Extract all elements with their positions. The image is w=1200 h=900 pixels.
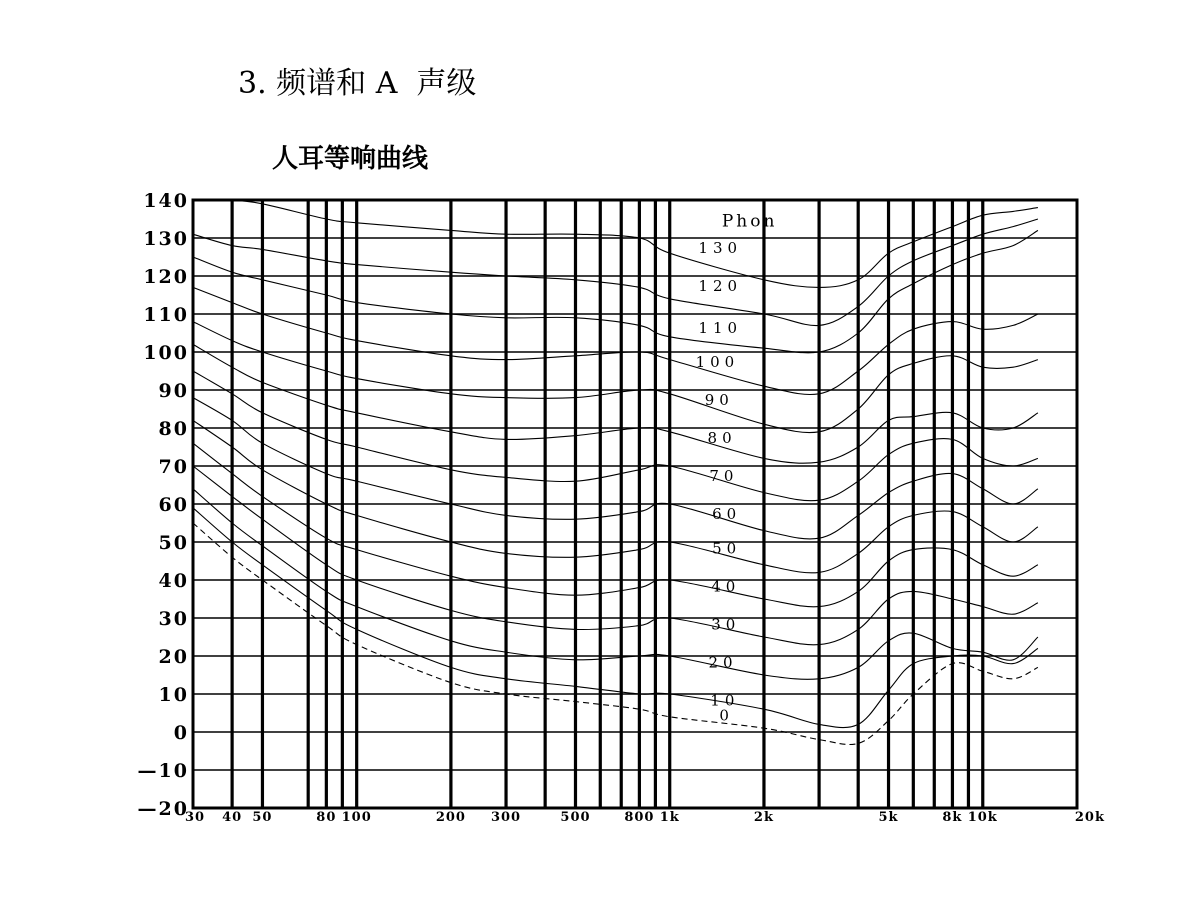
y-tick-label: 100 [143, 342, 189, 364]
curve-label: 120 [698, 277, 743, 296]
y-tick-label: 120 [143, 266, 189, 288]
x-tick-label: 2k [753, 810, 774, 825]
curve-0-phon [193, 523, 1038, 745]
y-tick-label: 0 [173, 722, 189, 744]
x-tick-label: 500 [560, 810, 591, 825]
curve-label: 80 [707, 429, 737, 448]
curve-90-phon [193, 322, 1038, 433]
y-tick-label: 130 [143, 228, 189, 250]
phon-unit-label: Phon [721, 211, 778, 232]
y-tick-label: 50 [158, 532, 189, 554]
curve-label: 100 [695, 353, 740, 372]
x-tick-label: 200 [435, 810, 466, 825]
curve-label: 70 [709, 467, 739, 486]
curve-label: 130 [698, 239, 743, 258]
curve-label: 20 [708, 653, 738, 672]
x-tick-label: 800 [624, 810, 655, 825]
page-heading: 3. 频谱和 A 声级 [238, 66, 477, 101]
y-tick-label: 40 [158, 570, 189, 592]
curve-label: 60 [712, 505, 742, 524]
x-tick-label: 10k [967, 810, 998, 825]
x-tick-label: 1k [659, 810, 680, 825]
y-tick-label: —10 [137, 760, 189, 782]
curve-label: 0 [719, 706, 734, 725]
x-tick-label: 8k [942, 810, 963, 825]
y-tick-label: 80 [158, 418, 189, 440]
x-tick-label: 80 [316, 810, 337, 825]
x-tick-label: 40 [222, 810, 243, 825]
y-tick-label: 110 [143, 304, 189, 326]
curve-label: 30 [711, 615, 741, 634]
curve-label: 10 [710, 691, 740, 710]
curve-100-phon [193, 287, 1038, 394]
curve-label: 40 [711, 577, 741, 596]
x-tick-label: 50 [252, 810, 273, 825]
curve-60-phon [193, 398, 1038, 539]
y-tick-label: 30 [158, 608, 189, 630]
x-tick-label: 5k [878, 810, 899, 825]
curve-40-phon [193, 443, 1038, 607]
y-tick-label: 20 [158, 646, 189, 668]
y-tick-label: 140 [143, 190, 189, 212]
x-tick-label: 30 [185, 810, 206, 825]
curve-130-phon [232, 200, 1038, 287]
curves [193, 200, 1038, 745]
curve-label: 90 [704, 391, 734, 410]
curve-20-phon [193, 489, 1038, 679]
y-tick-label: —20 [137, 798, 189, 820]
y-tick-label: 60 [158, 494, 189, 516]
chart-title: 人耳等响曲线 [272, 144, 429, 174]
curve-label: 50 [712, 539, 742, 558]
x-tick-label: 100 [341, 810, 372, 825]
x-tick-label: 300 [490, 810, 522, 825]
curve-110-phon [193, 230, 1038, 352]
y-tick-label: 10 [158, 684, 189, 706]
x-tick-label: 20k [1074, 810, 1105, 825]
curve-80-phon [193, 344, 1038, 463]
y-tick-label: 90 [158, 380, 189, 402]
y-tick-label: 70 [158, 456, 189, 478]
curve-label: 110 [698, 319, 743, 337]
